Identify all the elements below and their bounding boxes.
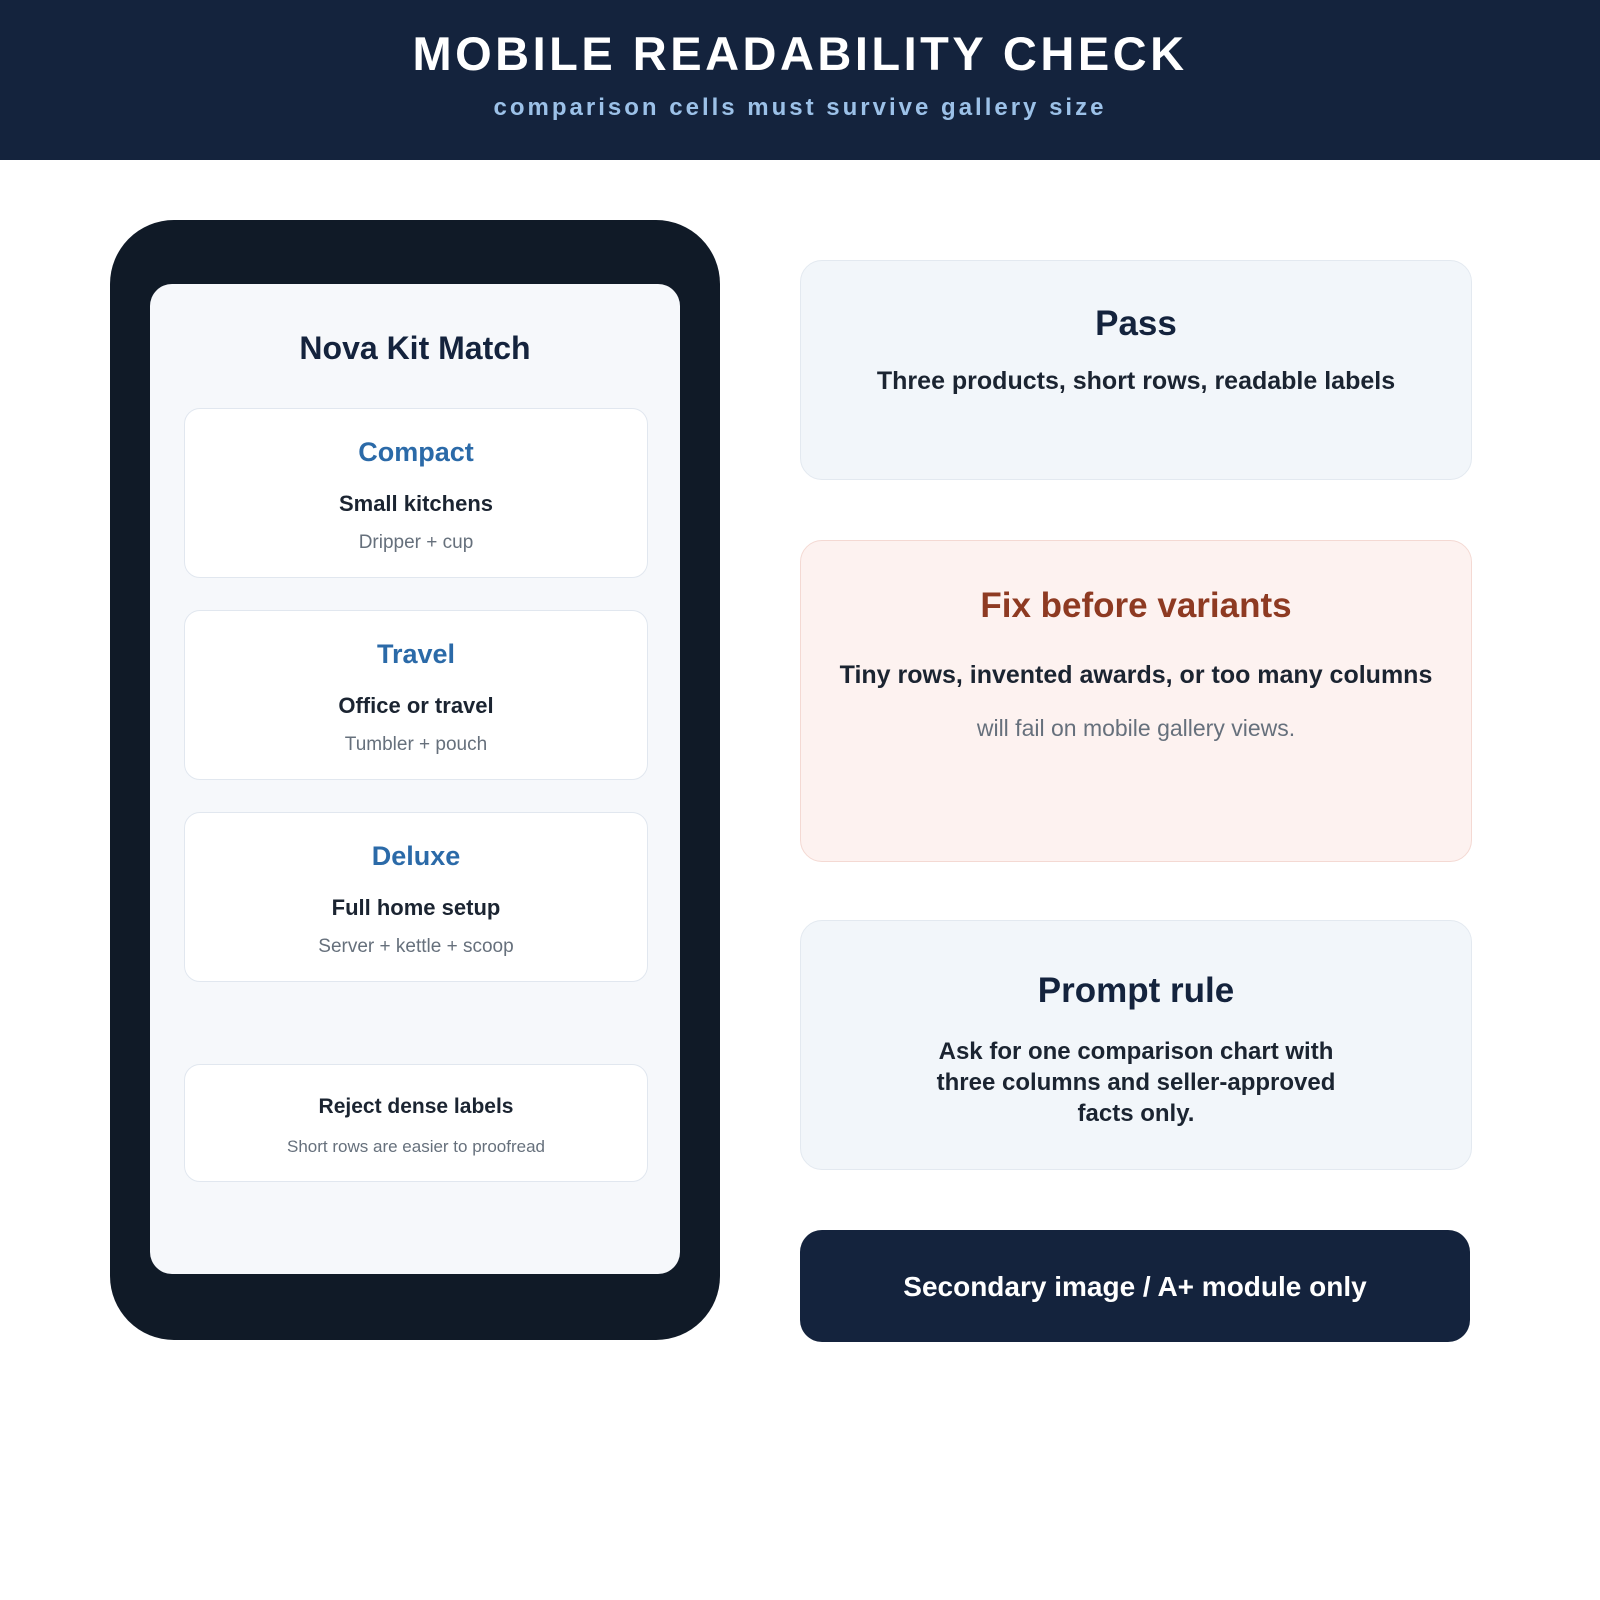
fix-title: Fix before variants — [980, 586, 1292, 625]
phone-screen — [150, 284, 680, 1274]
reject-subtitle: Short rows are easier to proofread — [287, 1137, 545, 1156]
product-contents: Server + kettle + scoop — [318, 936, 514, 957]
header-banner — [0, 0, 1600, 160]
fix-panel — [800, 540, 1472, 862]
product-name: Compact — [358, 437, 474, 467]
product-use: Office or travel — [338, 693, 494, 718]
reject-title: Reject dense labels — [318, 1095, 514, 1118]
product-name: Travel — [376, 639, 456, 669]
pass-title: Pass — [1095, 304, 1177, 343]
rule-title: Prompt rule — [1037, 971, 1235, 1010]
pass-body: Three products, short rows, readable labels — [876, 367, 1396, 395]
product-card-compact — [184, 408, 648, 578]
product-use: Full home setup — [331, 895, 501, 920]
product-card-deluxe — [184, 812, 648, 982]
product-name: Deluxe — [371, 841, 461, 871]
product-contents: Tumbler + pouch — [344, 734, 488, 755]
reject-card — [184, 1064, 648, 1182]
page-title: MOBILE READABILITY CHECK — [412, 27, 1188, 80]
product-use: Small kitchens — [338, 491, 494, 516]
fix-body: Tiny rows, invented awards, or too many columns — [839, 661, 1433, 689]
page-subtitle: comparison cells must survive gallery size — [493, 94, 1107, 121]
product-contents: Dripper + cup — [358, 532, 474, 553]
fix-note: will fail on mobile gallery views. — [976, 715, 1296, 741]
usage-badge — [800, 1230, 1470, 1342]
usage-label: Secondary image / A+ module only — [903, 1271, 1367, 1302]
prompt-rule-panel — [800, 920, 1472, 1170]
phone-mockup — [110, 220, 720, 1340]
pass-panel — [800, 260, 1472, 480]
product-card-travel — [184, 610, 648, 780]
comparison-title: Nova Kit Match — [299, 330, 531, 366]
rule-body: Ask for one comparison chart with three columns and seller-approved facts only. — [936, 1038, 1336, 1127]
